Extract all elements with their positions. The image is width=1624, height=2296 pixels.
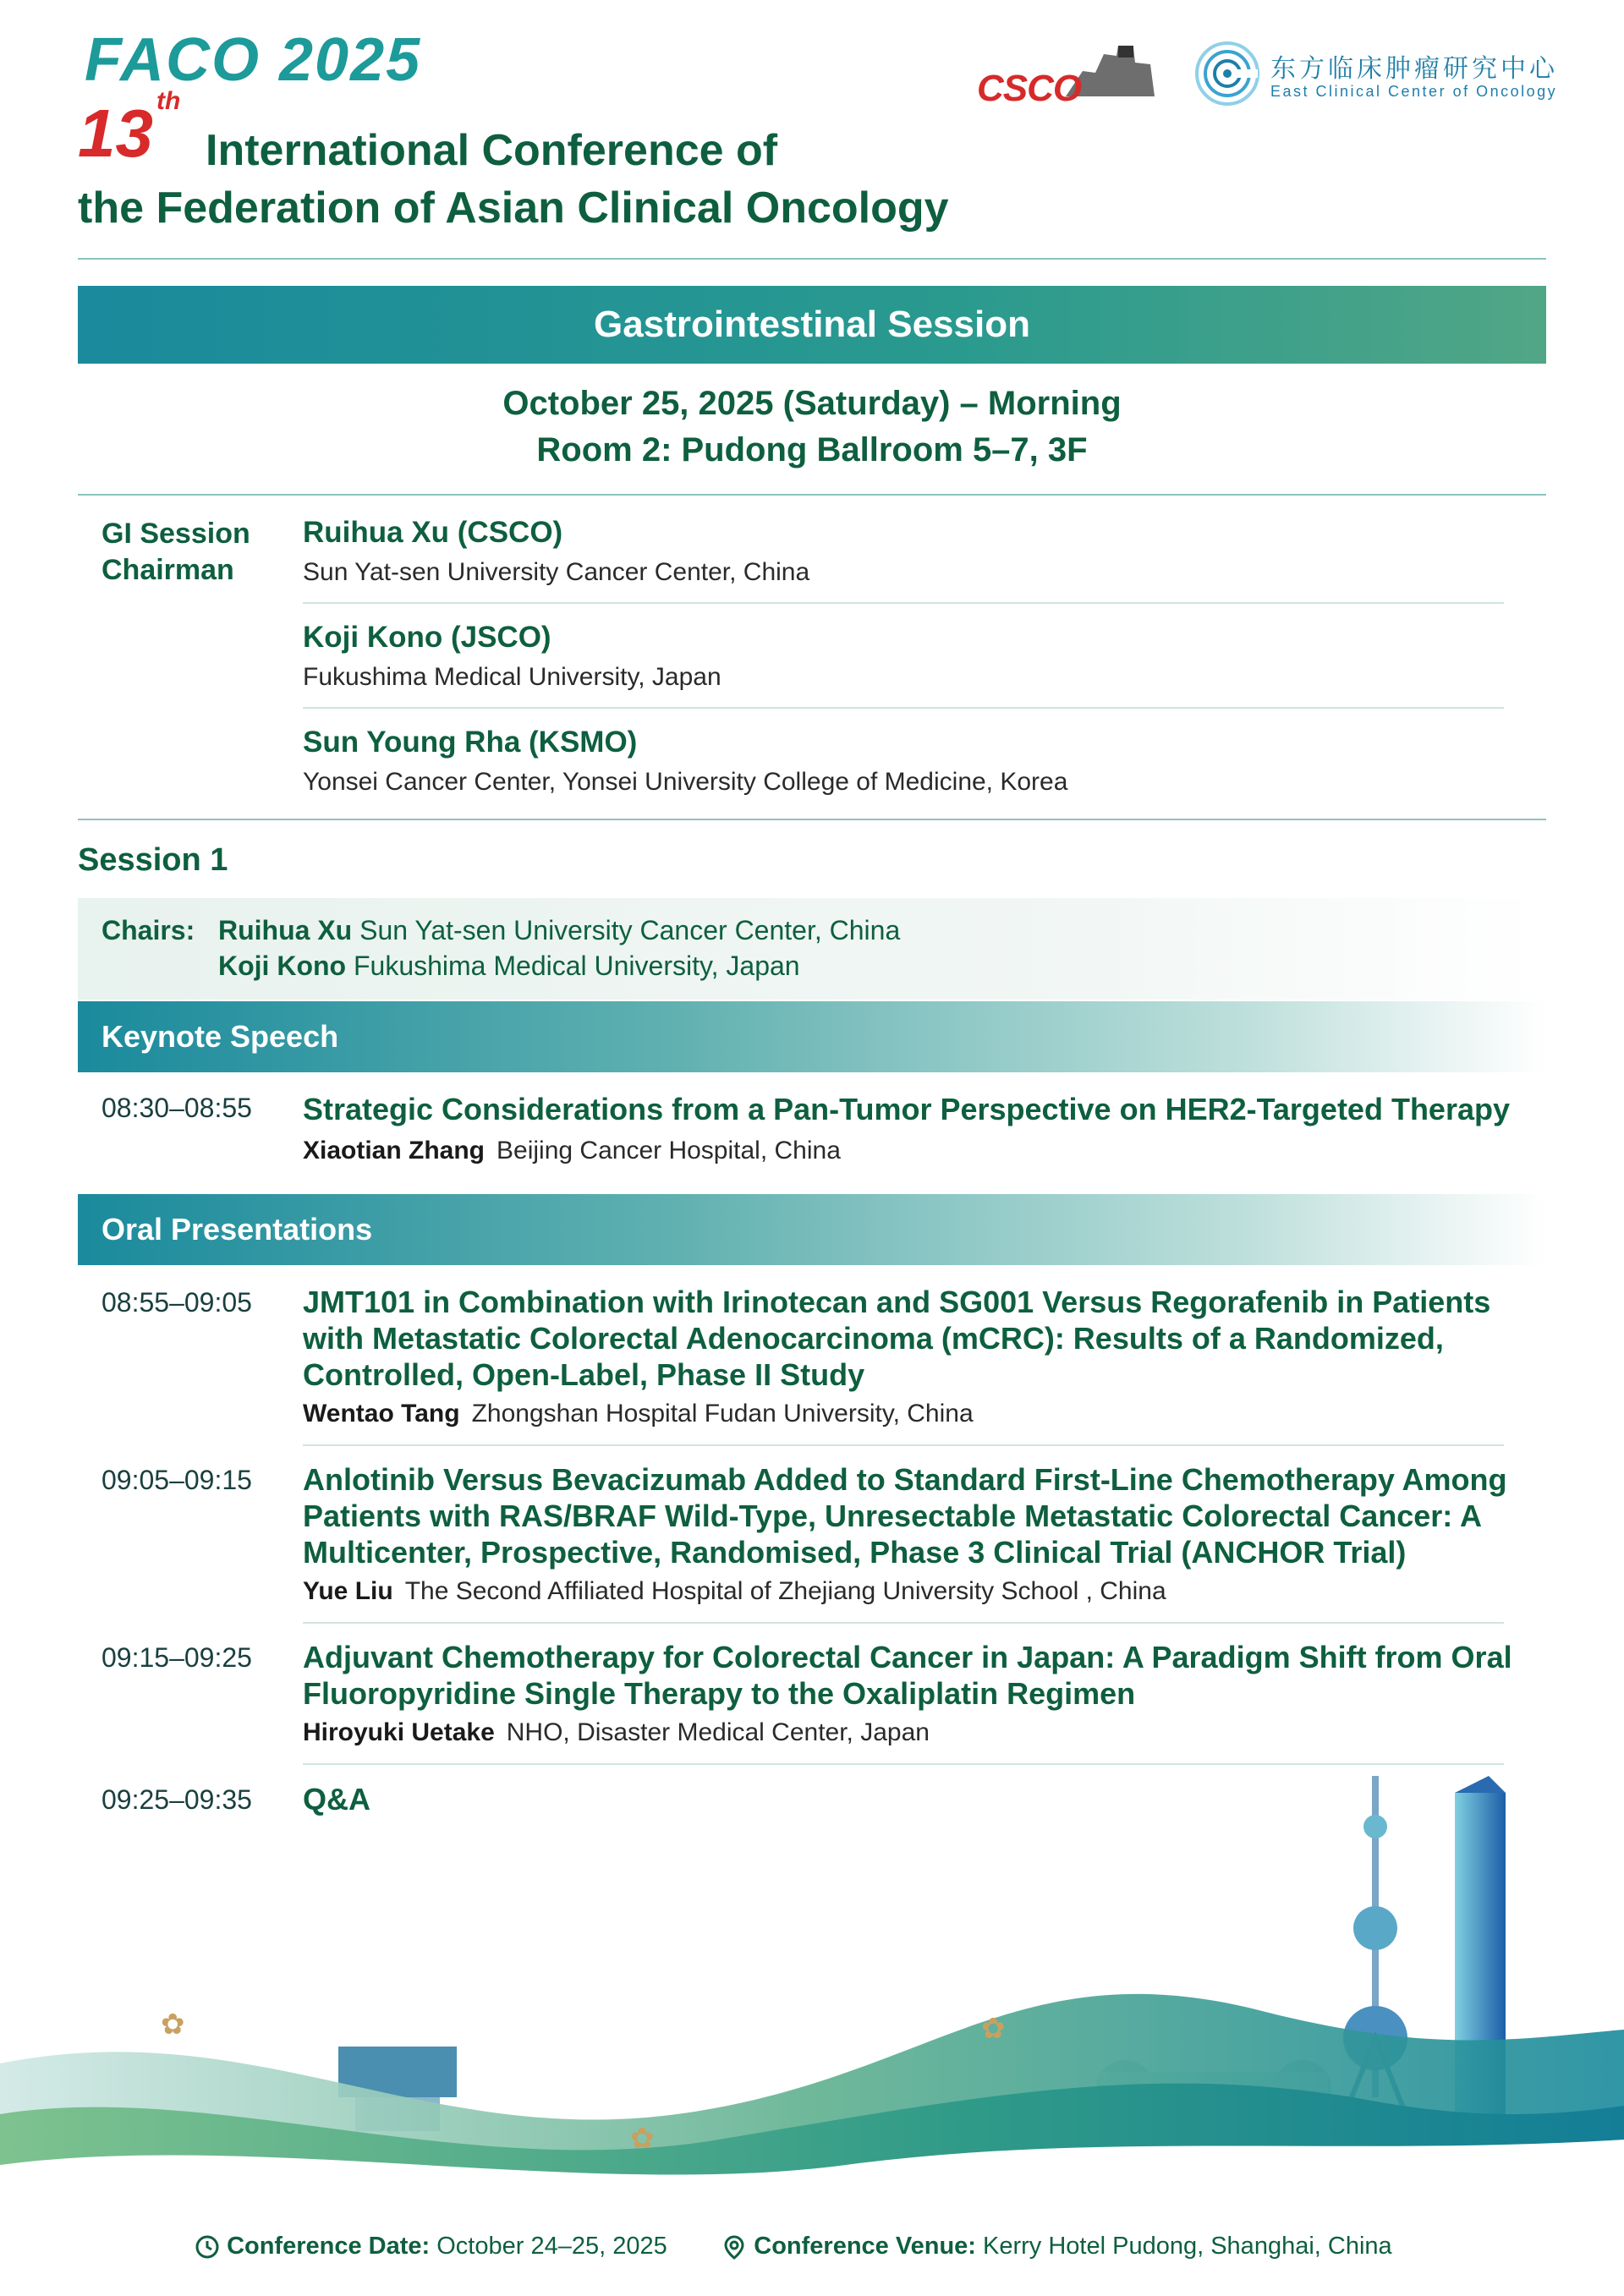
talk-speaker: Wentao Tang Zhongshan Hospital Fudan University, China <box>303 1400 974 1427</box>
session-chair: Koji Kono Fukushima Medical University, Japan <box>218 951 800 981</box>
location-pin-icon <box>721 2234 747 2260</box>
session-date: October 25, 2025 (Saturday) – Morning <box>502 385 1122 422</box>
divider <box>78 819 1546 820</box>
talk-time: 09:25–09:35 <box>102 1784 252 1815</box>
talk-speaker: Xiaotian Zhang Beijing Cancer Hospital, China <box>303 1137 841 1164</box>
divider <box>78 494 1546 496</box>
talk-title: JMT101 in Combination with Irinotecan and SG001 Versus Regorafenib in Patients with Metastatic Colorectal Adenocarcinoma (mCRC): Results of a Randomized, Controlled, Open-Label, Phase II Study <box>303 1285 1491 1393</box>
divider <box>303 707 1504 709</box>
talk-title: Q&A <box>303 1782 370 1817</box>
divider <box>303 602 1504 604</box>
svg-text:✿: ✿ <box>630 2122 655 2156</box>
session-room: Room 2: Pudong Ballroom 5–7, 3F <box>536 431 1088 469</box>
brand-logo-text: FACO 2025 <box>85 26 422 94</box>
chairman-affiliation: Yonsei Cancer Center, Yonsei University College of Medicine, Korea <box>303 768 1068 796</box>
csco-logo: CSCO <box>977 68 1082 109</box>
skyline-illustration <box>0 1759 1624 2216</box>
talk-speaker: Yue Liu The Second Affiliated Hospital of Zhejiang University School , China <box>303 1577 1166 1605</box>
talk-title: Strategic Considerations from a Pan-Tumor Perspective on HER2-Targeted Therapy <box>303 1092 1510 1126</box>
footer-info: Conference Date: October 24–25, 2025 Conference Venue: Kerry Hotel Pudong, Shanghai, China <box>195 2233 1392 2260</box>
keynote-bar: Keynote Speech <box>78 1001 1546 1072</box>
svg-text:✿: ✿ <box>981 2012 1006 2046</box>
header-divider <box>78 258 1546 260</box>
divider <box>303 1444 1504 1446</box>
oral-bar: Oral Presentations <box>78 1194 1546 1265</box>
svg-text:✿: ✿ <box>161 2008 185 2041</box>
talk-time: 09:15–09:25 <box>102 1642 252 1673</box>
conference-title-line1: International Conference of <box>206 126 778 175</box>
ecco-name-cn: 东方临床肿瘤研究中心 <box>1270 54 1558 84</box>
talk-title: Anlotinib Versus Bevacizumab Added to Standard First-Line Chemotherapy Among Patients with RAS/BRAF Wild-Type, Unresectable Metastatic Colorectal Cancer: A Multicenter, Prospective, Randomised, Phase 3 Clinical Trial (ANCHOR Trial) <box>303 1462 1507 1570</box>
chairs-box <box>78 898 1546 1000</box>
session-banner: Gastrointestinal Session <box>78 286 1546 364</box>
talk-speaker: Hiroyuki Uetake NHO, Disaster Medical Center, Japan <box>303 1718 930 1746</box>
divider <box>303 1622 1504 1624</box>
talk-title: Adjuvant Chemotherapy for Colorectal Cancer in Japan: A Paradigm Shift from Oral Fluoropyridine Single Therapy to the Oxaliplatin Regimen <box>303 1640 1512 1712</box>
ecco-logo-icon <box>1194 41 1260 107</box>
chairman-name: Koji Kono (JSCO) <box>303 621 551 654</box>
clock-icon <box>195 2234 220 2260</box>
talk-time: 08:30–08:55 <box>102 1093 252 1123</box>
ecco-name-en: East Clinical Center of Oncology <box>1270 83 1558 100</box>
edition-number: 13 $^{th}$ <box>78 87 181 171</box>
chairman-affiliation: Fukushima Medical University, Japan <box>303 663 721 691</box>
chairman-affiliation: Sun Yat-sen University Cancer Center, China <box>303 558 810 586</box>
talk-time: 09:05–09:15 <box>102 1465 252 1495</box>
chairs-label: Chairs: <box>102 915 195 945</box>
conference-title-line2: the Federation of Asian Clinical Oncology <box>78 184 949 233</box>
session1-title: Session 1 <box>78 842 228 878</box>
chairman-name: Sun Young Rha (KSMO) <box>303 726 638 759</box>
chairman-name: Ruihua Xu (CSCO) <box>303 516 563 549</box>
talk-time: 08:55–09:05 <box>102 1287 252 1318</box>
gi-chairman-label: GI Session Chairman <box>102 518 250 586</box>
session-chair: Ruihua Xu Sun Yat-sen University Cancer Center, China <box>218 915 901 945</box>
